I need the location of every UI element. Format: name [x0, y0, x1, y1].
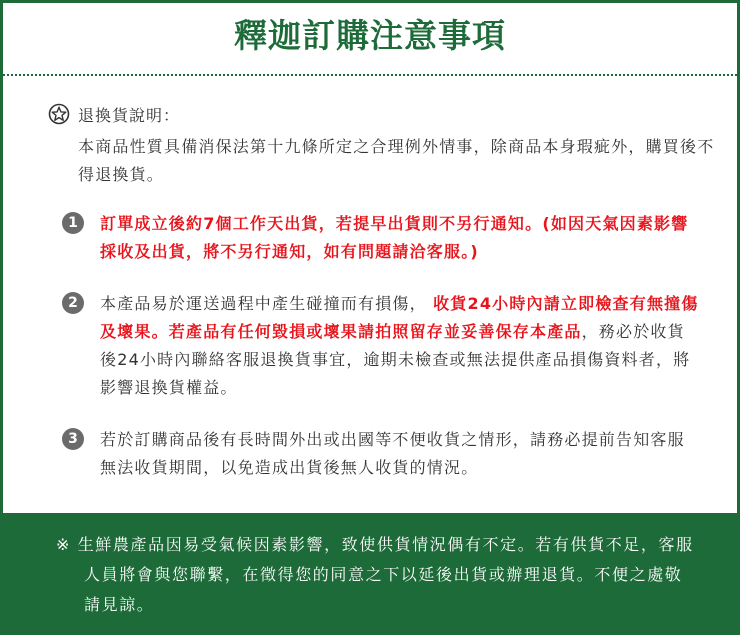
item-1-alert-text: 訂單成立後約7個工作天出貨，若提早出貨則不另行通知。(如因天氣因素影響採收及出貨，將不另行通知，如有問題請洽客服。)	[100, 214, 689, 261]
policy-heading: 退換貨說明：	[78, 105, 181, 125]
number-badge-2: 2	[62, 292, 84, 314]
policy-heading-row	[48, 102, 180, 126]
policy-body: 本商品性質具備消保法第十九條所定之合理例外情事，除商品本身瑕疵外，購買後不得退換貨。	[78, 137, 715, 184]
dotted-divider	[3, 74, 737, 76]
number-badge-3: 3	[62, 428, 84, 450]
notice-item-text	[100, 210, 700, 266]
item-2-text-end: ，務必於收貨後24小時內聯絡客服退換貨事宜，逾期未檢查或無法提供產品損傷資料者，將影響退換貨權益。	[100, 322, 691, 397]
item-2-text-start: 本產品易於運送過程中產生碰撞而有損傷，	[100, 294, 434, 313]
footer-note: ※ 生鮮農產品因易受氣候因素影響，致使供貨情況偶有不定。若有供貨不足，客服人員將會與您聯繫，在徵得您的同意之下以延後出貨或辦理退貨。不便之處敬請見諒。	[56, 535, 694, 614]
star-icon	[48, 103, 70, 125]
footer-banner	[0, 513, 740, 635]
number-badge-1: 1	[62, 212, 84, 234]
item-3-text: 若於訂購商品後有長時間外出或出國等不便收貨之情形，請務必提前告知客服無法收貨期間，以免造成出貨後無人收貨的情況。	[100, 430, 685, 477]
notice-item-text	[100, 426, 700, 482]
page-title: 釋迦訂購注意事項	[234, 16, 506, 55]
item-2-alert-text: 收貨24小時內請立即檢查有無撞傷及壞果。若產品有任何毀損或壞果請拍照留存並妥善保存本產品	[100, 294, 699, 341]
notice-item-text	[100, 290, 700, 402]
